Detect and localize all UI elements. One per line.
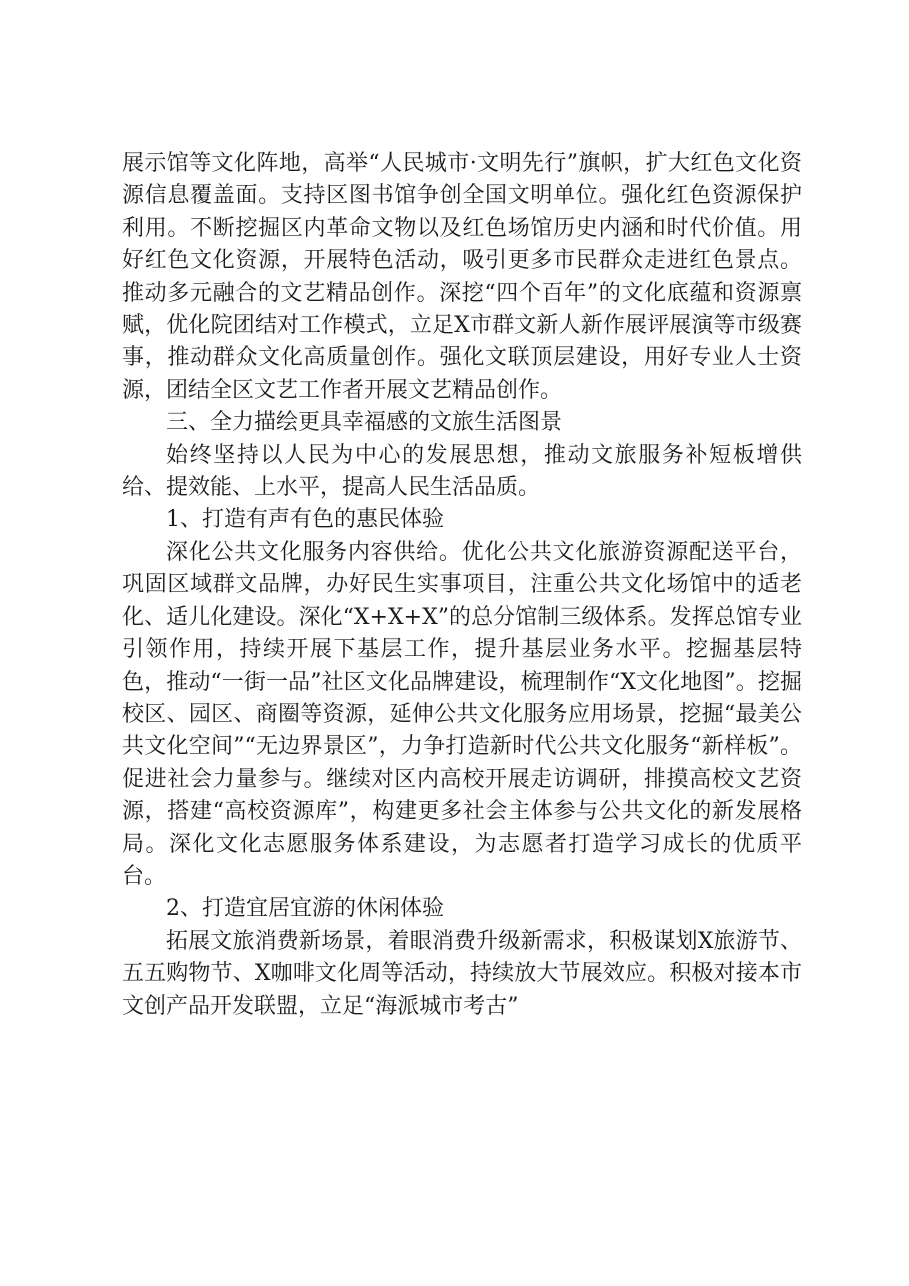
document-page: [122, 148, 802, 1023]
subheading-2: 2、打造宜居宜游的休闲体验: [166, 896, 444, 922]
paragraph-3: 深化公共文化服务内容供给。优化公共文化旅游资源配送平台，巩固区域群文品牌，办好民生实事项目，注重公共文化场馆中的适老化、适儿化建设。深化“X+X+X”的总分馆制三级体系。发挥总馆专业引领作用，持续开展下基层工作，提升基层业务水平。挖掘基层特色，推动“一街一品”社区文化品牌建设，梳理制作“X文化地图”。挖掘校区、园区、商圈等资源，延伸公共文化服务应用场景，挖掘“最美公共文化空间”“无边界景区”，力争打造新时代公共文化服务“新样板”。促进社会力量参与。继续对区内高校开展走访调研，排摸高校文艺资源，搭建“高校资源库”，构建更多社会主体参与公共文化的新发展格局。深化文化志愿服务体系建设，为志愿者打造学习成长的优质平台。: [122, 539, 802, 889]
paragraph-1: 展示馆等文化阵地，高举“人民城市·文明先行”旗帜，扩大红色文化资源信息覆盖面。支持区图书馆争创全国文明单位。强化红色资源保护利用。不断挖掘区内革命文物以及红色场馆历史内涵和时代价值。用好红色文化资源，开展特色活动，吸引更多市民群众走进红色景点。推动多元融合的文艺精品创作。深挖“四个百年”的文化底蕴和资源禀赋，优化院团结对工作模式，立足X市群文新人新作展评展演等市级赛事，推动群众文化高质量创作。强化文联顶层建设，用好专业人士资源，团结全区文艺工作者开展文艺精品创作。: [122, 151, 802, 403]
subheading-1: 1、打造有声有色的惠民体验: [166, 507, 444, 533]
section-heading-3: 三、全力描绘更具幸福感的文旅生活图景: [166, 410, 563, 436]
paragraph-2: 始终坚持以人民为中心的发展思想，推动文旅服务补短板增供给、提效能、上水平，提高人民生活品质。: [122, 442, 802, 501]
paragraph-4: 拓展文旅消费新场景，着眼消费升级新需求，积极谋划X旅游节、五五购物节、X咖啡文化周等活动，持续放大节展效应。积极对接本市文创产品开发联盟，立足“海派城市考古”: [122, 928, 802, 1019]
